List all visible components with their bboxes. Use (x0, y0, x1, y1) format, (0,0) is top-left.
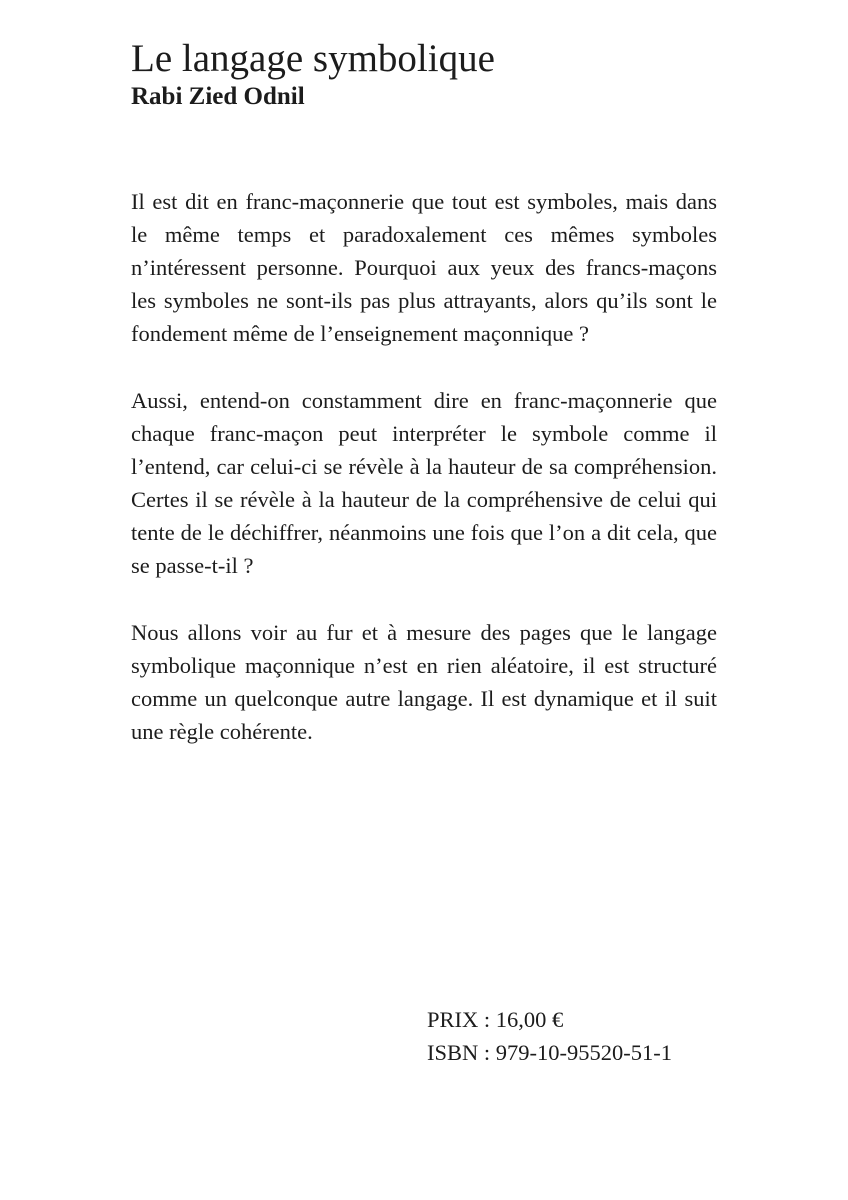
summary-paragraph-3: Nous allons voir au fur et à mesure des pages que le langage symbolique maçonnique n’est en rien aléatoire, il est structuré comme un quelconque autre langage. Il est dynamique et il suit une règle cohérente. (131, 620, 717, 744)
back-cover-summary (131, 185, 717, 782)
book-title: Le langage symbolique (131, 37, 495, 80)
price-isbn-block (427, 1003, 672, 1069)
isbn-label: ISBN : 979-10-95520-51-1 (427, 1040, 672, 1065)
author-name: Rabi Zied Odnil (131, 83, 305, 110)
summary-paragraph-2: Aussi, entend-on constamment dire en franc-maçonnerie que chaque franc-maçon peut interpréter le symbole comme il l’entend, car celui-ci se révèle à la hauteur de sa compréhension. Certes il se révèle à la hauteur de la compréhensive de celui qui tente de le déchiffrer, néanmoins une fois que l’on a dit cela, que se passe-t-il ? (131, 388, 717, 578)
summary-paragraph-1: Il est dit en franc-maçonnerie que tout est symboles, mais dans le même temps et paradoxalement ces mêmes symboles n’intéressent personne. Pourquoi aux yeux des francs-maçons les symboles ne sont-ils pas plus attrayants, alors qu’ils sont le fondement même de l’enseignement maçonnique ? (131, 189, 717, 346)
price-label: PRIX : 16,00 € (427, 1007, 564, 1032)
